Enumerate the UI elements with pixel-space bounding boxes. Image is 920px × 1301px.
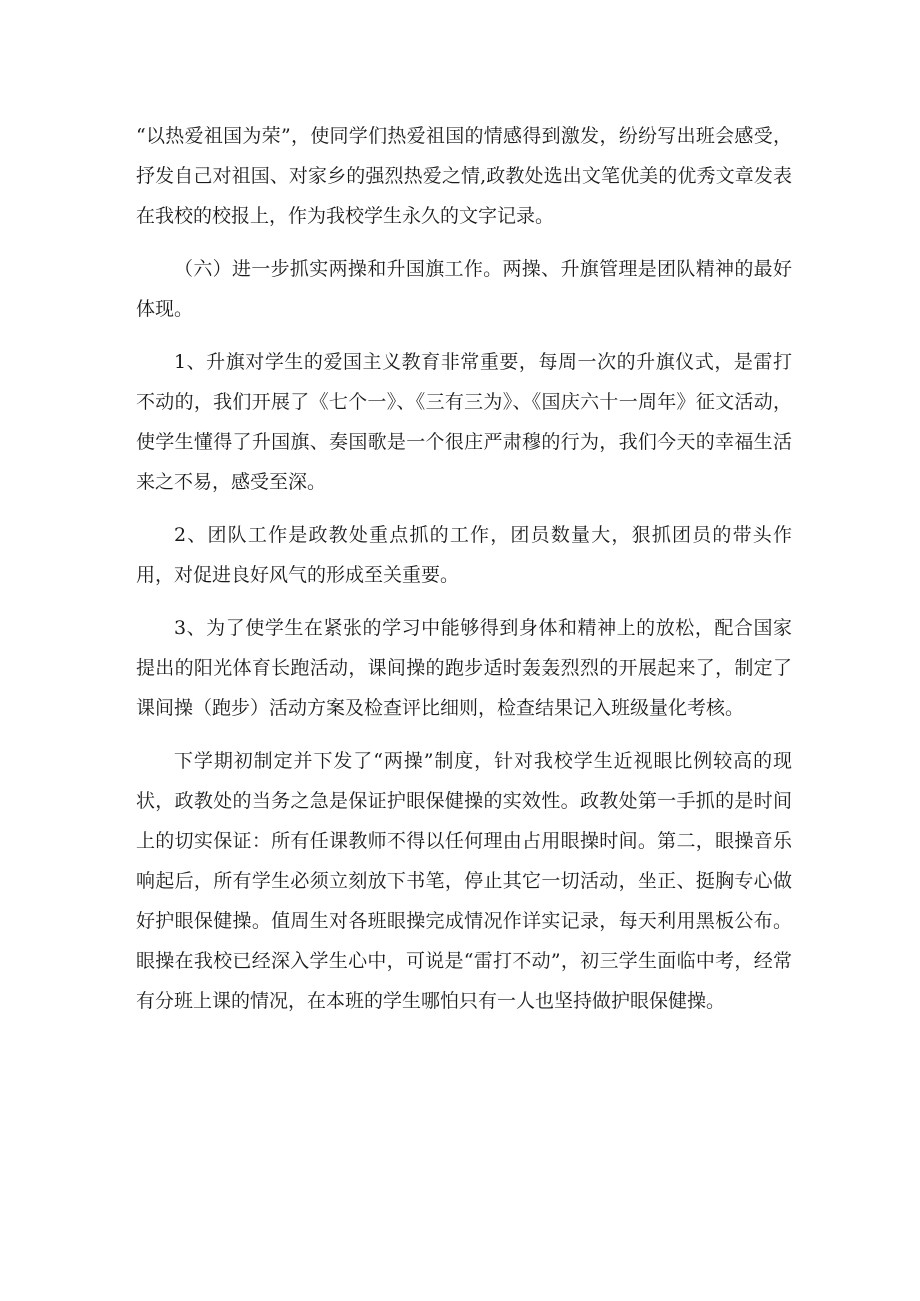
paragraph-2: （六）进一步抓实两操和升国旗工作。两操、升旗管理是团队精神的最好体现。: [136, 258, 792, 320]
paragraph-6: 下学期初制定并下发了“两操”制度，针对我校学生近视眼比例较高的现状，政教处的当务之急是保证护眼保健操的实效性。政教处第一手抓的是时间上的切实保证：所有任课教师不得以任何理由占用眼操时间。第二，眼操音乐响起后，所有学生必须立刻放下书笔，停止其它一切活动，坐正、挺胸专心做好护眼保健操。值周生对各班眼操完成情况作详实记录，每天利用黑板公布。眼操在我校已经深入学生心中，可说是“雷打不动”，初三学生面临中考，经常有分班上课的情况，在本班的学生哪怕只有一人也坚持做护眼保健操。: [136, 750, 792, 1012]
document-page: [136, 116, 792, 1021]
paragraph-1: “以热爱祖国为荣”，使同学们热爱祖国的情感得到激发，纷纷写出班会感受，抒发自己对祖国、对家乡的强烈热爱之情,政教处选出文笔优美的优秀文章发表在我校的校报上，作为我校学生永久的文字记录。: [136, 125, 792, 227]
paragraph-3: 1、升旗对学生的爱国主义教育非常重要，每周一次的升旗仪式，是雷打不动的，我们开展了《七个一》、《三有三为》、《国庆六十一周年》征文活动，使学生懂得了升国旗、奏国歌是一个很庄严肃穆的行为，我们今天的幸福生活来之不易，感受至深。: [136, 351, 792, 493]
paragraph-5: 3、为了使学生在紧张的学习中能够得到身体和精神上的放松，配合国家提出的阳光体育长跑活动，课间操的跑步适时轰轰烈烈的开展起来了，制定了课间操（跑步）活动方案及检查评比细则，检查结果记入班级量化考核。: [136, 617, 792, 719]
paragraph-4: 2、团队工作是政教处重点抓的工作，团员数量大，狠抓团员的带头作用，对促进良好风气的形成至关重要。: [136, 524, 792, 586]
